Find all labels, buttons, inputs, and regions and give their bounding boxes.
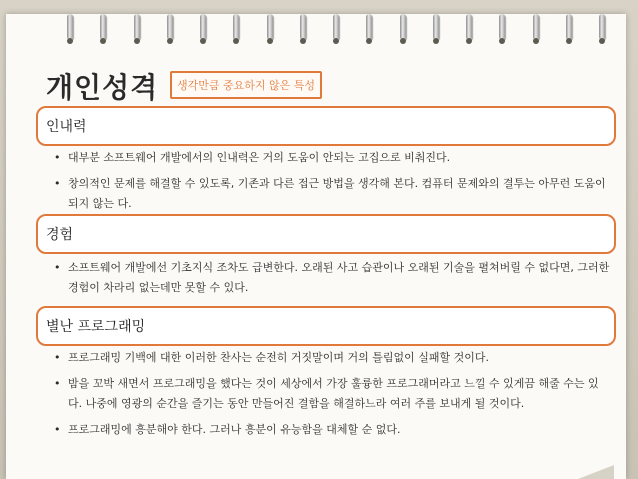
- spiral-ring-icon: [498, 14, 506, 44]
- spiral-ring-icon: [166, 14, 174, 44]
- list-item: • 대부분 소프트웨어 개발에서의 인내력은 거의 도움이 안되는 고집으로 비춰진다.: [54, 148, 610, 168]
- spiral-ring-icon: [133, 14, 141, 44]
- list-item: • 프로그래밍에 흥분해야 한다. 그러나 흥분이 유능함을 대체할 순 없다.: [54, 420, 610, 440]
- list-item: • 창의적인 문제를 해결할 수 있도록, 기존과 다른 접근 방법을 생각해 본다. 컴퓨터 문제와의 결투는 아무런 도움이 되지 않는 다.: [54, 174, 610, 214]
- section-header-patience: [36, 106, 616, 146]
- subtitle-text: 생각만큼 중요하지 않은 특성: [176, 79, 315, 92]
- spiral-ring-icon: [432, 14, 440, 44]
- spiral-ring-icon: [399, 14, 407, 44]
- spiral-ring-icon: [465, 14, 473, 44]
- section-header-experience: [36, 214, 616, 254]
- spiral-ring-icon: [299, 14, 307, 44]
- list-item: • 소프트웨어 개발에선 기초지식 조차도 급변한다. 오래된 사고 습관이나 오래된 기술을 펼쳐버릴 수 없다면, 그러한 경험이 차라리 없는데만 못할 수 있다.: [54, 258, 610, 298]
- spiral-ring-icon: [99, 14, 107, 44]
- section-label: 별난 프로그래밍: [46, 319, 146, 335]
- spiral-ring-icon: [199, 14, 207, 44]
- section-label: 인내력: [46, 119, 87, 135]
- spiral-ring-icon: [266, 14, 274, 44]
- subtitle-badge: [170, 71, 322, 99]
- bullet-list-experience: [54, 258, 610, 304]
- bullet-list-crazy-programming: [54, 348, 610, 446]
- section-label: 경험: [46, 227, 74, 243]
- section-header-crazy-programming: [36, 306, 616, 346]
- spiral-binding: [66, 14, 606, 46]
- list-item: • 프로그래밍 기백에 대한 이러한 찬사는 순전히 거짓말이며 거의 틀림없이 실패할 것이다.: [54, 348, 610, 368]
- spiral-ring-icon: [232, 14, 240, 44]
- page-title: 개인성격: [46, 71, 159, 104]
- spiral-ring-icon: [66, 14, 74, 44]
- notebook-page: [6, 14, 626, 479]
- list-item: • 밤을 꼬박 새면서 프로그래밍을 했다는 것이 세상에서 가장 훌륭한 프로그래머라고 느낄 수 있게끔 해줄 수는 있다. 나중에 영광의 순간을 즐기는 동안 만들어진 결함을 해결하느라 여러 주를 보내게 될 것이다.: [54, 374, 610, 414]
- spiral-ring-icon: [365, 14, 373, 44]
- spiral-ring-icon: [532, 14, 540, 44]
- bullet-list-patience: [54, 148, 610, 220]
- page-curl: [578, 465, 614, 479]
- spiral-ring-icon: [332, 14, 340, 44]
- spiral-ring-icon: [598, 14, 606, 44]
- spiral-ring-icon: [565, 14, 573, 44]
